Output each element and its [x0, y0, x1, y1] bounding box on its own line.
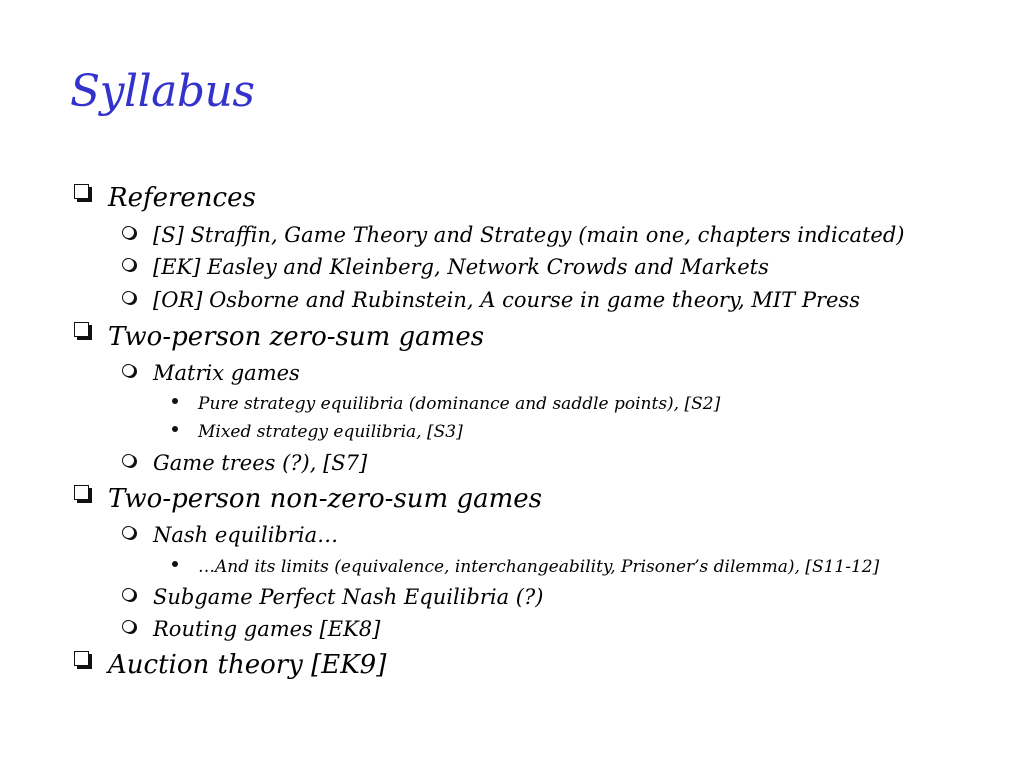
circle-bullet-icon [122, 258, 135, 271]
circle-bullet-icon [122, 454, 135, 467]
bullet-level1: Two-person zero-sum games [108, 322, 485, 352]
bullet-level2: Nash equilibria… [153, 523, 339, 547]
circle-bullet-icon [122, 588, 135, 601]
bullet-level1: Auction theory [EK9] [108, 650, 387, 680]
dot-bullet-icon [172, 398, 178, 404]
bullet-level2: Game trees (?), [S7] [153, 451, 368, 475]
square-bullet-icon [74, 651, 89, 666]
bullet-level2: Subgame Perfect Nash Equilibria (?) [153, 585, 544, 609]
circle-bullet-icon [122, 226, 135, 239]
bullet-level1: Two-person non-zero-sum games [108, 484, 542, 514]
bullet-level1: References [108, 183, 256, 213]
circle-bullet-icon [122, 364, 135, 377]
square-bullet-icon [74, 184, 89, 199]
circle-bullet-icon [122, 526, 135, 539]
square-bullet-icon [74, 322, 89, 337]
square-bullet-icon [74, 485, 89, 500]
bullet-level2: Routing games [EK8] [153, 617, 381, 641]
bullet-level2: Matrix games [153, 361, 300, 385]
bullet-level3: Mixed strategy equilibria, [S3] [198, 422, 463, 442]
bullet-level3: Pure strategy equilibria (dominance and saddle points), [S2] [198, 394, 721, 414]
bullet-level2: [EK] Easley and Kleinberg, Network Crowds and Markets [153, 255, 769, 279]
dot-bullet-icon [172, 561, 178, 567]
bullet-level2: [S] Straffin, Game Theory and Strategy (main one, chapters indicated) [153, 223, 905, 247]
bullet-level3: …And its limits (equivalence, interchangeability, Prisoner’s dilemma), [S11-12] [198, 557, 880, 577]
circle-bullet-icon [122, 291, 135, 304]
dot-bullet-icon [172, 426, 178, 432]
circle-bullet-icon [122, 620, 135, 633]
slide-title: Syllabus [70, 66, 255, 117]
bullet-level2: [OR] Osborne and Rubinstein, A course in game theory, MIT Press [153, 288, 860, 312]
